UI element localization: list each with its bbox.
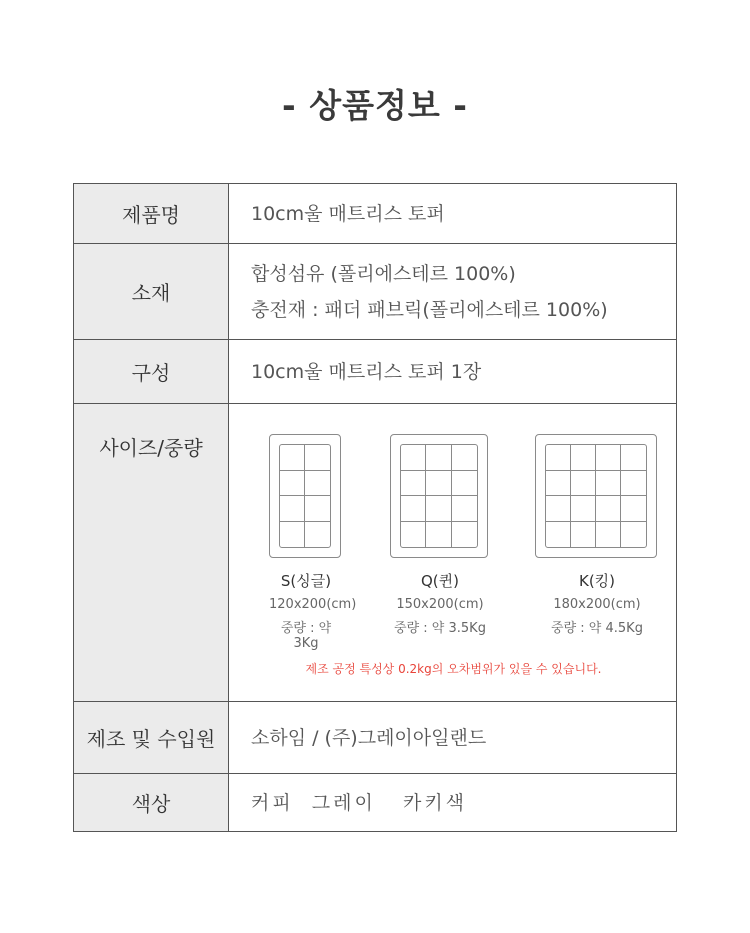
row-material xyxy=(74,244,677,340)
material-line-2: 충전재 : 패더 패브릭(폴리에스테르 100%) xyxy=(251,298,608,321)
configuration-label: 구성 xyxy=(74,340,229,404)
size-single-name: S(싱글) xyxy=(280,572,332,590)
size-king-dim: 180x200(cm) xyxy=(553,597,641,612)
size-item-single xyxy=(269,434,357,651)
mattress-king-grid xyxy=(545,444,647,548)
row-color xyxy=(74,774,677,832)
size-item-queen xyxy=(390,434,490,636)
row-configuration xyxy=(74,340,677,404)
row-product-name xyxy=(74,184,677,244)
material-label: 소재 xyxy=(74,244,229,340)
size-weight-value xyxy=(229,404,677,702)
size-single-dim: 120x200(cm) xyxy=(269,597,357,612)
size-item-king xyxy=(535,434,659,636)
material-value xyxy=(229,244,677,340)
material-line-1: 합성섬유 (폴리에스테르 100%) xyxy=(251,262,516,285)
mattress-single-grid xyxy=(279,444,331,548)
color-label: 색상 xyxy=(74,774,229,832)
size-single-weight: 중량 : 약 3Kg xyxy=(280,621,332,651)
size-queen-weight: 중량 : 약 3.5Kg xyxy=(394,621,486,636)
mattress-single-icon xyxy=(269,434,341,558)
size-queen-name: Q(퀸) xyxy=(420,572,459,590)
product-name-label: 제품명 xyxy=(74,184,229,244)
product-name-value: 10cm울 매트리스 토퍼 xyxy=(229,184,677,244)
size-king-name: K(킹) xyxy=(578,572,616,590)
color-value: 커피 그레이 카키색 xyxy=(229,774,677,832)
weight-tolerance-note: 제조 공정 특성상 0.2kg의 오차범위가 있을 수 있습니다. xyxy=(305,662,602,676)
row-manufacturer xyxy=(74,702,677,774)
size-weight-label: 사이즈/중량 xyxy=(74,404,229,702)
mattress-queen-icon xyxy=(390,434,488,558)
product-info-table xyxy=(73,183,677,832)
manufacturer-value: 소하임 / (주)그레이아일랜드 xyxy=(229,702,677,774)
manufacturer-label: 제조 및 수입원 xyxy=(74,702,229,774)
mattress-queen-grid xyxy=(400,444,478,548)
configuration-value: 10cm울 매트리스 토퍼 1장 xyxy=(229,340,677,404)
size-king-weight: 중량 : 약 4.5Kg xyxy=(551,621,643,636)
size-panel xyxy=(229,404,678,701)
row-size-weight xyxy=(74,404,677,702)
size-queen-dim: 150x200(cm) xyxy=(396,597,484,612)
page-title: - 상품정보 - xyxy=(282,86,468,125)
mattress-king-icon xyxy=(535,434,657,558)
